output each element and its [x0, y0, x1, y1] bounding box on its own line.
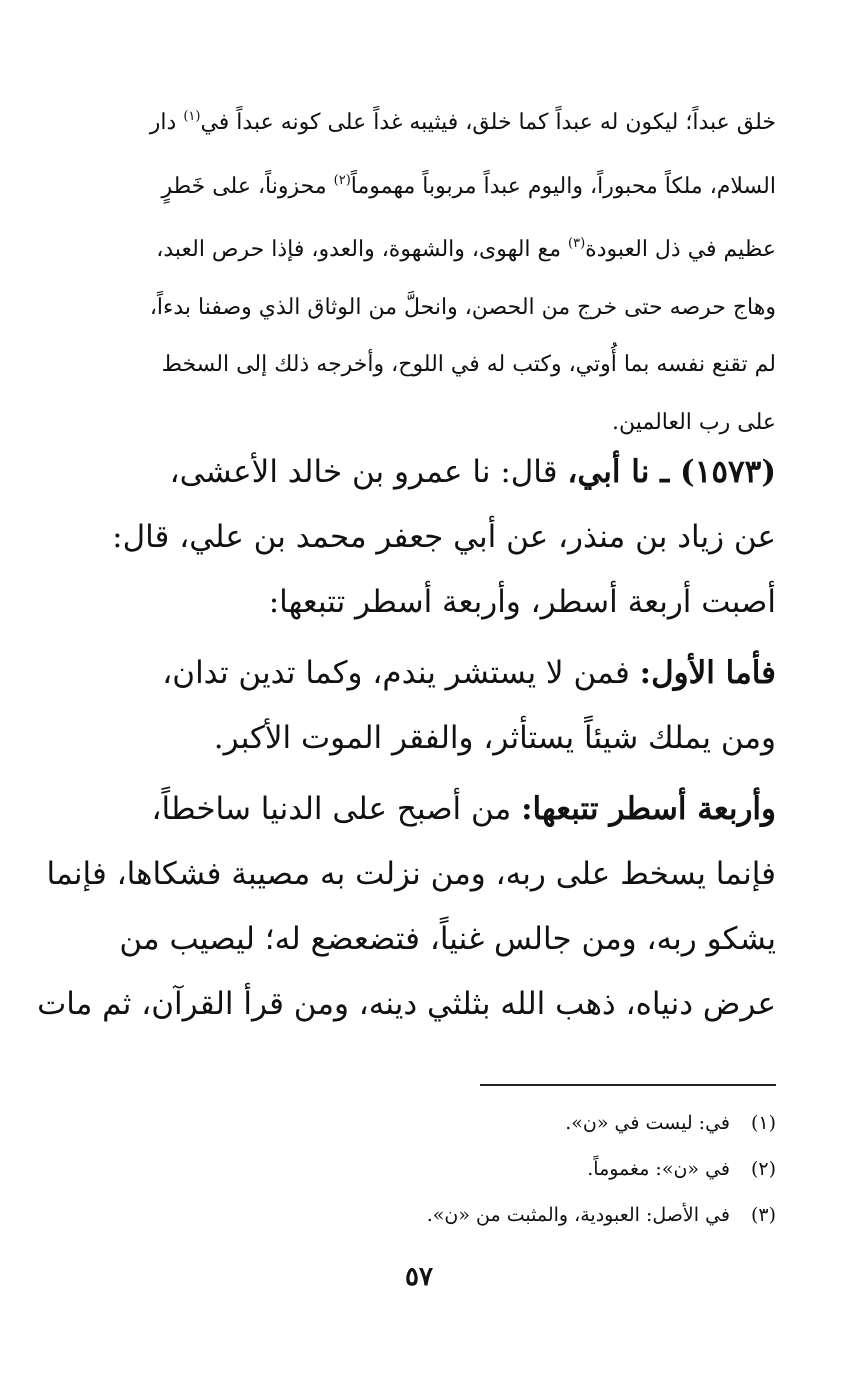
hadith-line: [62, 440, 776, 505]
hadith-number: (١٥٧٣) ـ نا أبي،: [567, 454, 776, 490]
text-line: [62, 152, 776, 216]
second-line: فإنما يسخط على ربه، ومن نزلت به مصيبة فشكاها، فإنما: [46, 856, 776, 892]
footnote-text: في «ن»: مغموماً.: [587, 1158, 730, 1180]
hadith-line: أصبت أربعة أسطر، وأربعة أسطر تتبعها:: [268, 584, 776, 620]
text-segment: فمن لا يستشر يندم، وكما تدين تدان،: [162, 655, 630, 691]
page: [37, 0, 776, 1389]
text-segment: خلق عبداً؛ ليكون له عبداً كما خلق، فيثيبه غداً على كونه عبداً في: [200, 110, 776, 135]
hadith-block: [37, 440, 776, 1037]
text-segment: عظيم في ذل العبودة: [585, 237, 776, 262]
footnote-3: [62, 1192, 776, 1238]
text-segment: السلام، ملكاً محبوراً، واليوم عبداً مربوباً مهموماً: [350, 173, 776, 199]
footnote-number: (٢): [750, 1158, 776, 1180]
text-line: [62, 88, 776, 152]
first-label: فأما الأول:: [639, 655, 776, 691]
footnote-divider: [480, 1084, 776, 1086]
hadith-line: عن زياد بن منذر، عن أبي جعفر محمد بن علي، قال:: [112, 519, 776, 555]
text-line: [62, 215, 776, 279]
first-line: [62, 641, 776, 706]
text-segment: مع الهوى، والشهوة، والعدو، فإذا حرص العبد،: [156, 237, 562, 262]
text-segment: قال: نا عمرو بن خالد الأعشى،: [169, 454, 558, 490]
second-label: وأربعة أسطر تتبعها:: [521, 791, 776, 827]
page-number: ٥٧: [405, 1262, 433, 1292]
footnote-number: (١): [750, 1112, 776, 1134]
text-line: على رب العالمين.: [611, 409, 776, 435]
text-segment: محزوناً، على خَطرٍ: [161, 173, 327, 199]
footnote-text: في الأصل: العبودية، والمثبت من «ن».: [426, 1204, 730, 1226]
footnote-1: [62, 1100, 776, 1146]
footnote-ref: (٢): [333, 172, 351, 188]
text-segment: دار: [149, 110, 177, 135]
intro-paragraph: [62, 88, 776, 451]
footnote-number: (٣): [750, 1204, 776, 1226]
text-segment: من أصبح على الدنيا ساخطاً،: [151, 791, 512, 827]
footnote-text: في: ليست في «ن».: [565, 1112, 730, 1134]
second-line: عرض دنياه، ذهب الله بثلثي دينه، ومن قرأ القرآن، ثم مات: [37, 986, 776, 1022]
second-line: يشكو ربه، ومن جالس غنياً، فتضعضع له؛ ليصيب من: [119, 921, 776, 957]
first-line: ومن يملك شيئاً يستأثر، والفقر الموت الأكبر.: [213, 720, 776, 756]
footnote-ref: (٣): [568, 236, 586, 251]
text-line: وهاج حرصه حتى خرج من الحصن، وانحلَّ من الوثاق الذي وصفنا بدءاً،: [149, 294, 776, 320]
footnote-2: [62, 1146, 776, 1192]
footnotes: [62, 1100, 776, 1238]
text-line: لم تقنع نفسه بما أُوتي، وكتب له في اللوح، وأخرجه ذلك إلى السخط: [161, 352, 776, 377]
second-line: [62, 777, 776, 842]
footnote-ref: (١): [183, 109, 201, 124]
